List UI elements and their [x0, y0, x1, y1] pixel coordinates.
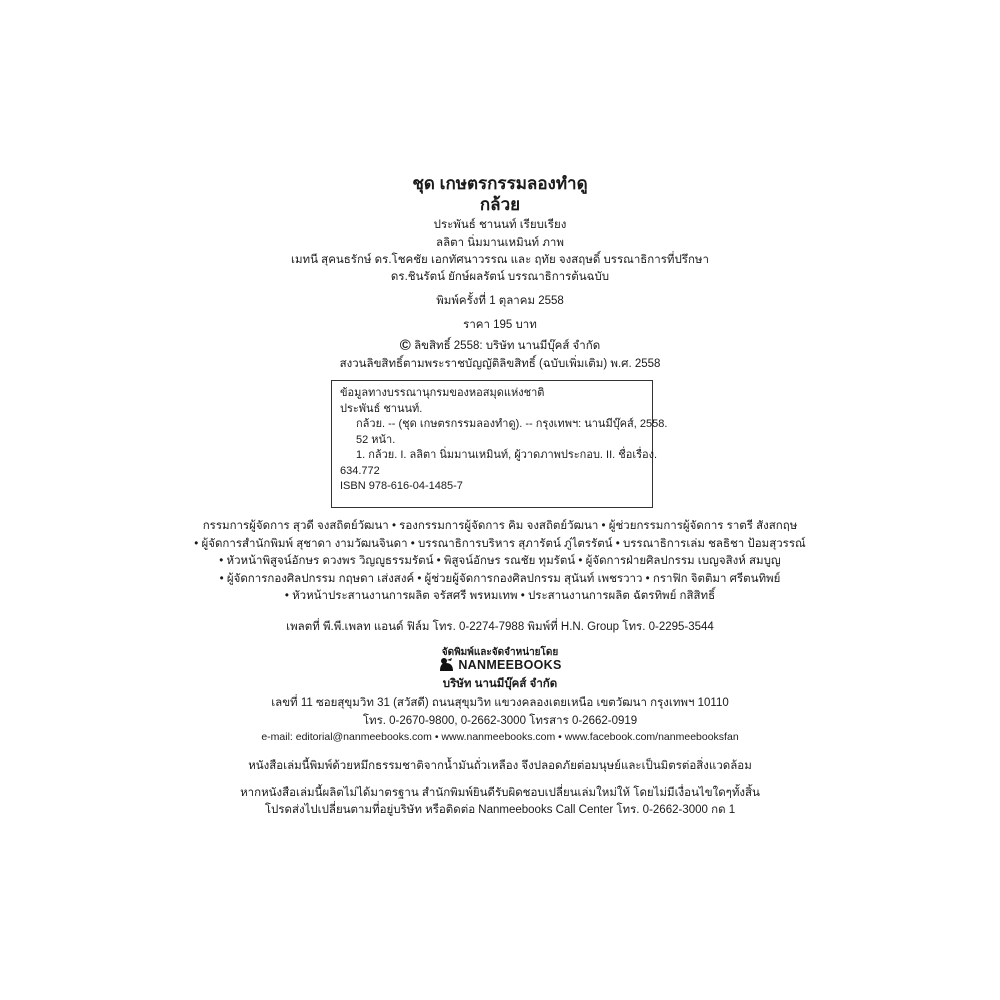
- staff-line: กรรมการผู้จัดการ สุวดี จงสถิตย์วัฒนา • รองกรรมการผู้จัดการ คิม จงสถิตย์วัฒนา • ผู้ช่วยกรรมการผู้จัดการ ราตรี สังสกฤษ: [202, 520, 798, 532]
- series-title: ชุด เกษตรกรรมลองทำดู: [412, 174, 588, 193]
- staff-list: [150, 518, 850, 606]
- copyright-icon: ©: [399, 337, 411, 354]
- soy-ink-note: หนังสือเล่มนี้พิมพ์ด้วยหมึกธรรมชาติจากน้ำมันถั่วเหลือง จึงปลอดภัยต่อมนุษย์และเป็นมิตรต่อสิ่งแวดล้อม: [248, 760, 752, 772]
- printing-info: เพลตที่ พี.พี.เพลท แอนด์ ฟิล์ม โทร. 0-2274-7988 พิมพ์ที่ H.N. Group โทร. 0-2295-3544: [286, 621, 714, 633]
- nanmee-mascot-icon: [438, 657, 455, 672]
- cip-title: กล้วย. -- (ชุด เกษตรกรรมลองทำดู). -- กรุงเทพฯ: นานมีบุ๊คส์, 2558.: [356, 418, 668, 430]
- illustrator-credit: ลลิตา นิ่มมานเหมินท์ ภาพ: [436, 237, 564, 249]
- replacement-note: หากหนังสือเล่มนี้ผลิตไม่ได้มาตรฐาน สำนักพิมพ์ยินดีรับผิดชอบเปลี่ยนเล่มใหม่ให้ โดยไม่มีเงื่อนไขใดๆทั้งสิ้น: [240, 787, 760, 799]
- staff-line: • ผู้จัดการกองศิลปกรรม กฤษดา เส่งสงค์ • ผู้ช่วยผู้จัดการกองศิลปกรรม สุนันท์ เพชรวาว • กราฟิก จิตติมา ศรีตนทิพย์: [219, 572, 781, 585]
- cip-classification: 634.772: [340, 464, 380, 477]
- cip-isbn: ISBN 978-616-04-1485-7: [340, 480, 463, 492]
- cip-author: ประพันธ์ ชานนท์.: [340, 402, 423, 415]
- cip-subjects: 1. กล้วย. I. ลลิตา นิ่มมานเหมินท์, ผู้วาดภาพประกอบ. II. ชื่อเรื่อง.: [356, 449, 658, 461]
- staff-line: • หัวหน้าประสานงานการผลิต จรัสศรี พรหมเทพ • ประสานงานการผลิต ฉัตรทิพย์ กสิสิทธิ์: [284, 590, 716, 602]
- staff-line: • หัวหน้าพิสูจน์อักษร ดวงพร วิญญูธรรมรัตน์ • พิสูจน์อักษร รณชัย ทุมรัตน์ • ผู้จัดการฝ่ายศิลปกรรม เบญจสิงห์ สมบูญ: [219, 555, 781, 567]
- copyright-text: ลิขสิทธิ์ 2558: บริษัท นานมีบุ๊คส์ จำกัด: [414, 340, 601, 352]
- publisher-address: เลขที่ 11 ซอยสุขุมวิท 31 (สวัสดี) ถนนสุขุมวิท แขวงคลองเตยเหนือ เขตวัฒนา กรุงเทพฯ 10110: [271, 697, 729, 709]
- rights-reserved-line: สงวนลิขสิทธิ์ตามพระราชบัญญัติลิขสิทธิ์ (ฉบับเพิ่มเติม) พ.ศ. 2558: [339, 358, 661, 370]
- call-center-note: โปรดส่งไปเปลี่ยนตามที่อยู่บริษัท หรือติดต่อ Nanmeebooks Call Center โทร. 0-2662-3000 กด 1: [264, 804, 736, 816]
- author-credit: ประพันธ์ ชานนท์ เรียบเรียง: [433, 219, 567, 231]
- editor-credit: ดร.ชินรัตน์ ยักษ์ผลรัตน์ บรรณาธิการต้นฉบับ: [390, 271, 610, 283]
- book-title: กล้วย: [479, 195, 521, 214]
- publisher-logo: [0, 657, 1000, 677]
- edition-line: พิมพ์ครั้งที่ 1 ตุลาคม 2558: [436, 295, 564, 307]
- cip-pages: 52 หน้า.: [356, 433, 396, 446]
- staff-line: • ผู้จัดการสำนักพิมพ์ สุชาดา งามวัฒนจินดา • บรรณาธิการบริหาร สุภารัตน์ ภู่ไตรรัตน์ • บรรณาธิการเล่ม ชลธิชา ป้อมสุวรรณ์: [194, 537, 806, 550]
- logo-wordmark: NANMEEBOOKS: [458, 657, 562, 672]
- copyright-line: [150, 337, 850, 355]
- price-line: ราคา 195 บาท: [463, 319, 537, 331]
- publisher-contact: e-mail: editorial@nanmeebooks.com • www.nanmeebooks.com • www.facebook.com/nanmeebooksfan: [261, 731, 739, 743]
- advisors-credit: เมทนี สุคนธรักษ์ ดร.โชคชัย เอกทัศนาวรรณ และ ฤทัย จงสฤษดิ์ บรรณาธิการที่ปรึกษา: [291, 254, 709, 266]
- publisher-phone: โทร. 0-2670-9800, 0-2662-3000 โทรสาร 0-2662-0919: [362, 715, 638, 727]
- cip-data-box: [331, 380, 668, 508]
- publisher-name: บริษัท นานมีบุ๊คส์ จำกัด: [442, 678, 558, 690]
- published-by-label: จัดพิมพ์และจัดจำหน่ายโดย: [441, 647, 559, 658]
- cip-heading: ข้อมูลทางบรรณานุกรมของหอสมุดแห่งชาติ: [340, 387, 545, 399]
